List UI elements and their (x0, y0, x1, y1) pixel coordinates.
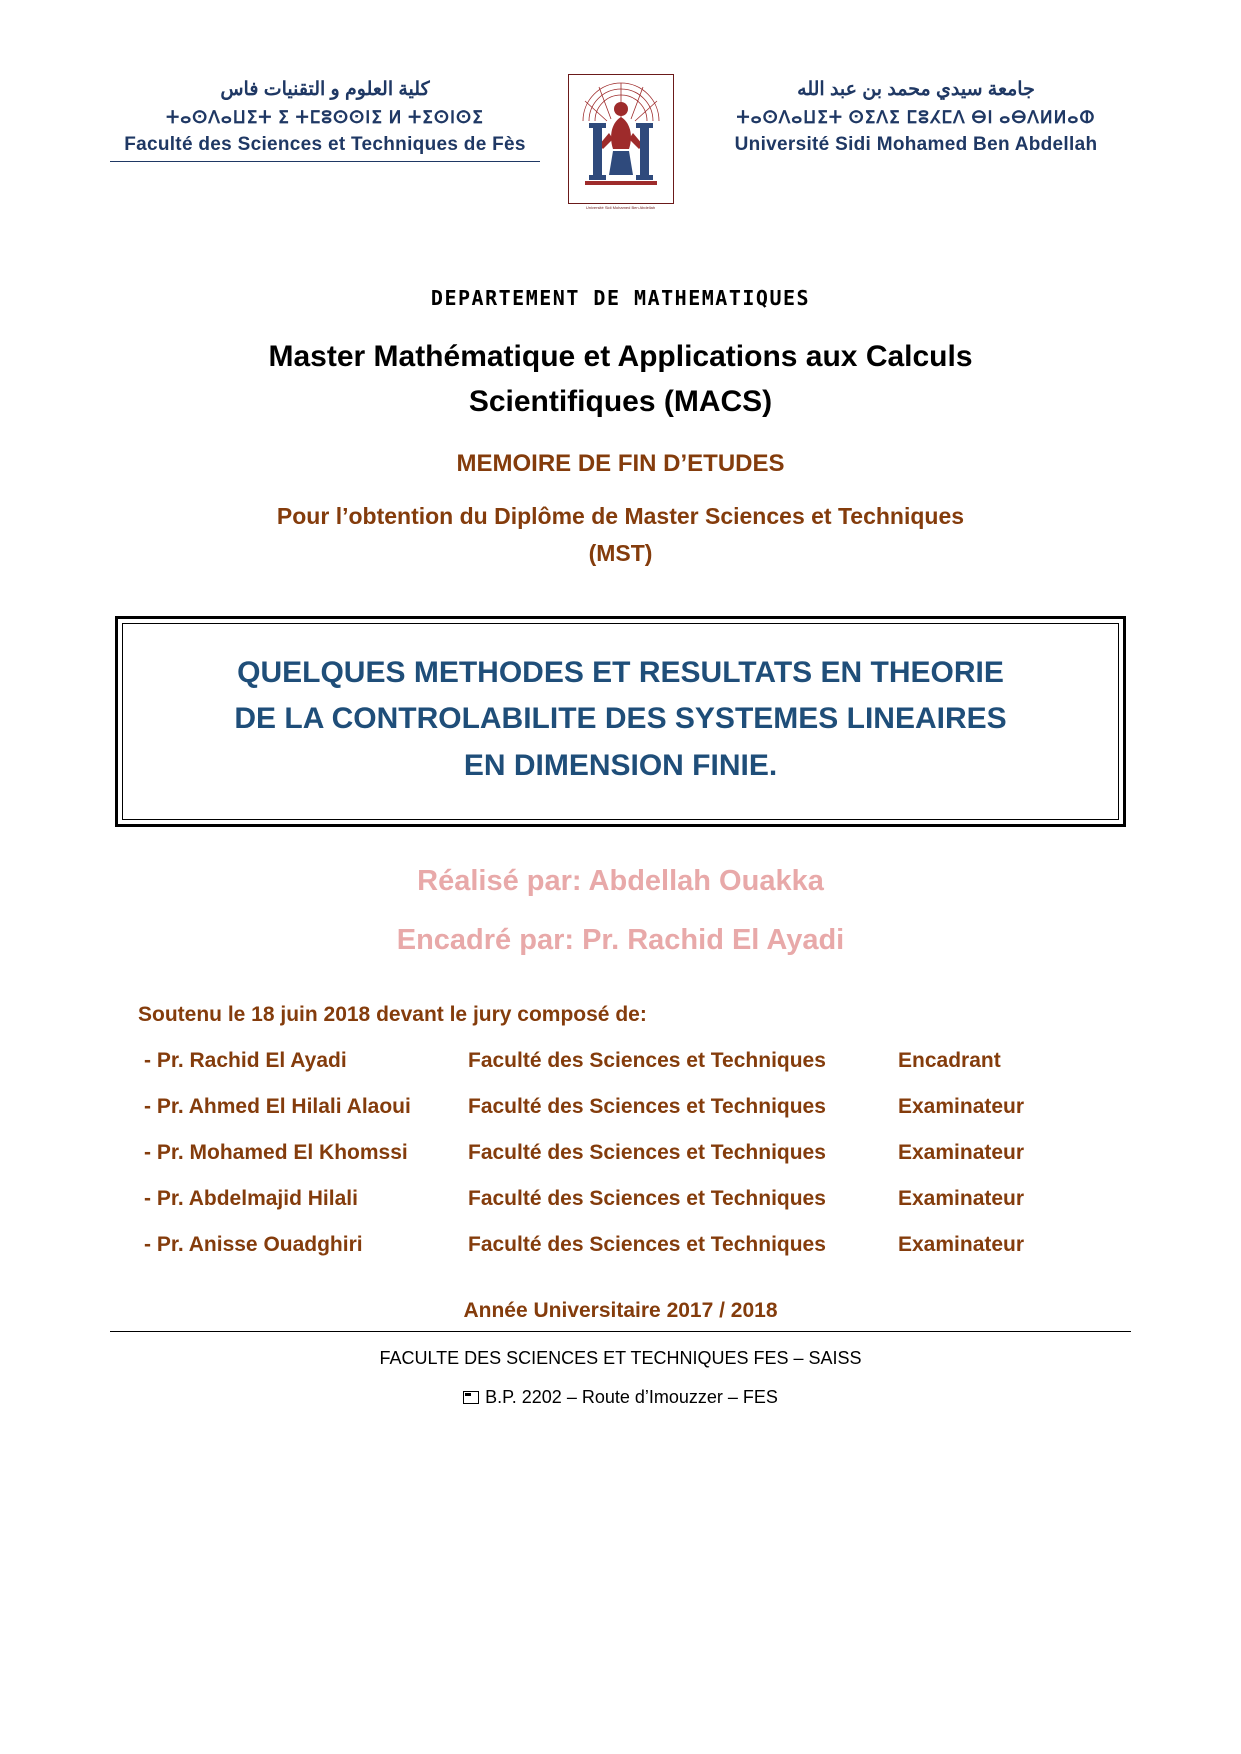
thesis-title-box (115, 616, 1126, 828)
thesis-title-inner-border (122, 623, 1119, 821)
thesis-title (151, 650, 1090, 790)
diploma-line-2: (MST) (588, 539, 653, 566)
jury-member-name: - Pr. Anisse Ouadghiri (144, 1233, 363, 1257)
footer-divider (110, 1331, 1131, 1332)
jury-member-affiliation: Faculté des Sciences et Techniques (468, 1233, 826, 1257)
jury-row (138, 1049, 1131, 1073)
master-program (110, 334, 1131, 424)
header-right-tifinagh: ⵜⴰⵙⴷⴰⵡⵉⵜ ⵙⵉⴷⵉ ⵎⵓⵃⵎⴷ ⴱⵏ ⴰⴱⴷⵍⵍⴰⵀ (736, 107, 1096, 127)
university-logo-icon (568, 74, 674, 204)
footer-address-line (110, 1387, 1131, 1408)
footer-address: B.P. 2202 – Route d’Imouzzer – FES (485, 1387, 778, 1408)
jury-member-role: Encadrant (898, 1049, 1001, 1073)
academic-year: Année Universitaire 2017 / 2018 (463, 1299, 778, 1323)
jury-row (138, 1187, 1131, 1211)
jury-row (138, 1141, 1131, 1165)
thesis-title-line-2: DE LA CONTROLABILITE DES SYSTEMES LINEAIRES (234, 702, 1007, 736)
header-left-rule (110, 161, 540, 162)
jury-member-role: Examinateur (898, 1233, 1025, 1257)
jury-member-affiliation: Faculté des Sciences et Techniques (468, 1095, 826, 1119)
header-left-french: Faculté des Sciences et Techniques de Fès (124, 134, 526, 155)
diploma-line-1: Pour l’obtention du Diplôme de Master Sciences et Techniques (276, 503, 965, 529)
supervisor-name: Encadré par: Pr. Rachid El Ayadi (396, 924, 845, 957)
footer-institution: FACULTE DES SCIENCES ET TECHNIQUES FES – SAISS (379, 1348, 862, 1369)
jury-intro: Soutenu le 18 juin 2018 devant le jury composé de: (138, 1003, 647, 1027)
jury-member-affiliation: Faculté des Sciences et Techniques (468, 1141, 826, 1165)
thesis-title-line-1: QUELQUES METHODES ET RESULTATS EN THEORIE (237, 655, 1004, 689)
jury-member-role: Examinateur (898, 1187, 1025, 1211)
jury-member-name: - Pr. Abdelmajid Hilali (144, 1187, 358, 1211)
university-logo (561, 74, 681, 210)
jury-member-name: - Pr. Mohamed El Khomssi (144, 1141, 408, 1165)
department-heading: DEPARTEMENT DE MATHEMATIQUES (430, 286, 811, 310)
logo-graphic (569, 75, 673, 203)
jury-member-name: - Pr. Ahmed El Hilali Alaoui (144, 1095, 411, 1119)
jury-row (138, 1095, 1131, 1119)
header-right-institution (701, 78, 1131, 157)
header-right-french: Université Sidi Mohamed Ben Abdellah (734, 134, 1098, 155)
jury-section (110, 1003, 1131, 1257)
header-left-arabic: كلية العلوم و التقنيات فاس (220, 79, 430, 100)
jury-member-role: Examinateur (898, 1095, 1025, 1119)
thesis-title-line-3: EN DIMENSION FINIE. (463, 748, 778, 782)
jury-member-affiliation: Faculté des Sciences et Techniques (468, 1187, 826, 1211)
header-left-institution (110, 78, 540, 162)
jury-member-name: - Pr. Rachid El Ayadi (144, 1049, 347, 1073)
author-name: Réalisé par: Abdellah Ouakka (417, 865, 824, 898)
jury-member-affiliation: Faculté des Sciences et Techniques (468, 1049, 826, 1073)
jury-member-role: Examinateur (898, 1141, 1025, 1165)
jury-row (138, 1233, 1131, 1257)
master-line-1: Master Mathématique et Applications aux Calculs (268, 340, 973, 373)
master-line-2: Scientifiques (MACS) (468, 385, 773, 418)
header-left-tifinagh: ⵜⴰⵙⴷⴰⵡⵉⵜ ⵉ ⵜⵎⵓⵙⵙⵏⵉ ⵍ ⵜⵉⵙⵏⵙⵉ (166, 107, 484, 127)
memoire-label: MEMOIRE DE FIN D’ETUDES (456, 450, 785, 477)
logo-caption: Université Sidi Mohamed Ben Abdellah (585, 205, 656, 210)
diploma-statement (110, 498, 1131, 572)
page-header (110, 0, 1131, 218)
fax-icon (463, 1391, 479, 1404)
header-right-arabic: جامعة سيدي محمد بن عبد الله (797, 79, 1035, 100)
